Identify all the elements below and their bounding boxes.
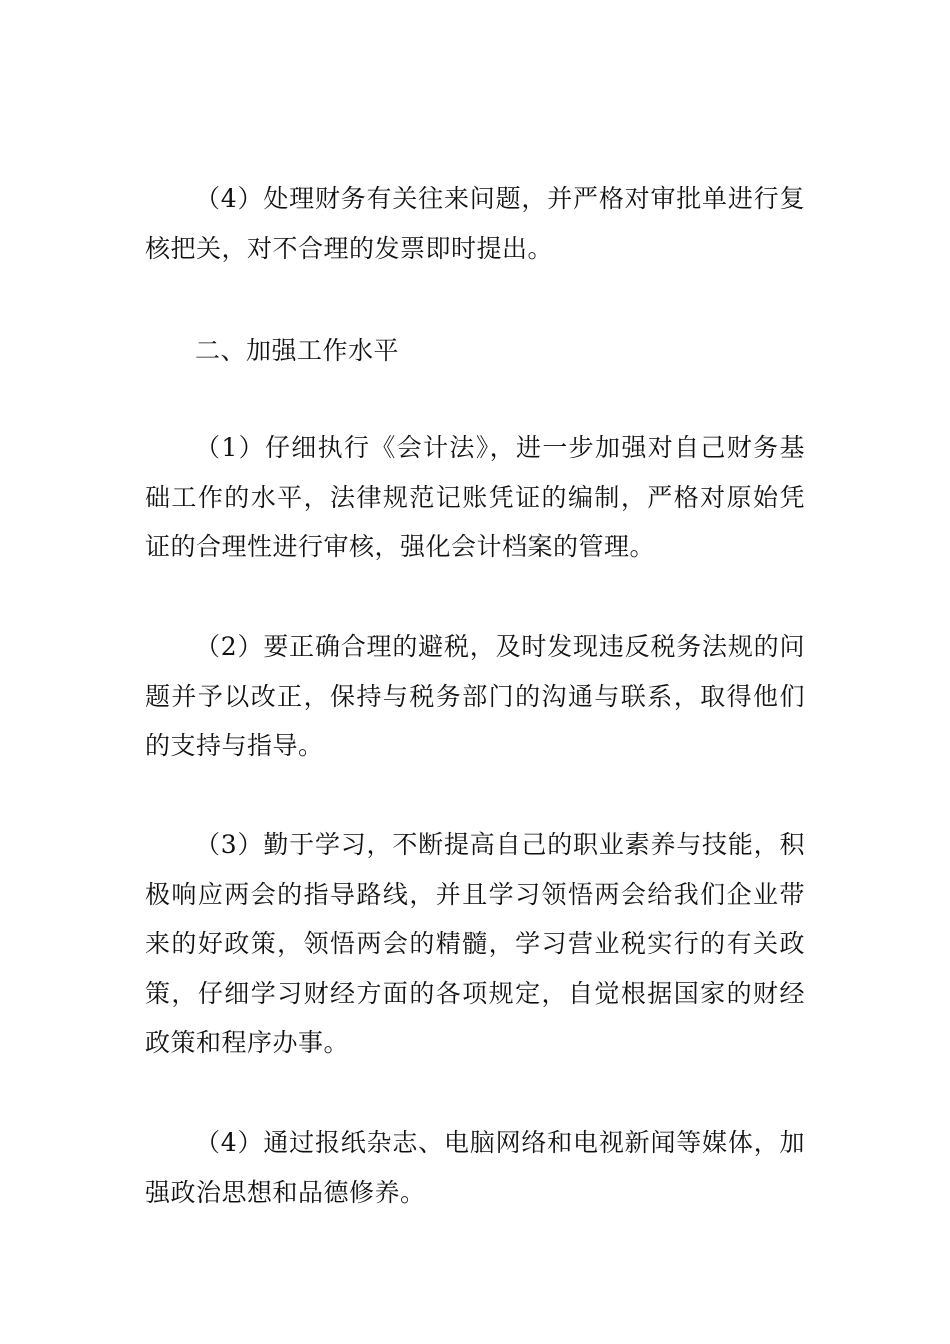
section-heading-2: 二、加强工作水平 xyxy=(195,336,400,365)
paragraph-item-4-media: （4）通过报纸杂志、电脑网络和电视新闻等媒体，加强政治思想和品德修养。 xyxy=(145,1128,805,1207)
paragraph-item-1-accounting-law: （1）仔细执行《会计法》，进一步加强对自己财务基础工作的水平，法律规范记账凭证的编制，严格对原始凭证的合理性进行审核，强化会计档案的管理。 xyxy=(145,433,805,561)
paragraph-item-2-tax: （2）要正确合理的避税，及时发现违反税务法规的问题并予以改正，保持与税务部门的沟通与联系，取得他们的支持与指导。 xyxy=(145,632,805,760)
paragraph-item-3-study: （3）勤于学习，不断提高自己的职业素养与技能，积极响应两会的指导路线，并且学习领悟两会给我们企业带来的好政策，领悟两会的精髓，学习营业税实行的有关政策，仔细学习财经方面的各项规定，自觉根据国家的财经政策和程序办事。 xyxy=(145,830,805,1057)
paragraph-item-4-finance-review: （4）处理财务有关往来问题，并严格对审批单进行复核把关，对不合理的发票即时提出。 xyxy=(145,184,805,263)
